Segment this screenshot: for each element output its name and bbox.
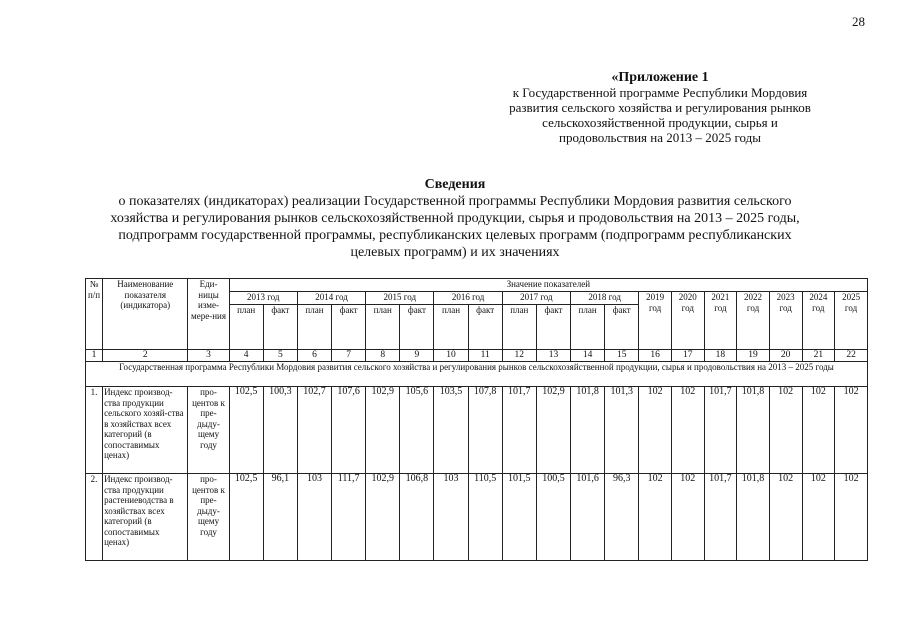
indicator-value: 102,5 xyxy=(229,387,263,474)
header-values: Значение показателей xyxy=(229,279,867,292)
indicator-value: 102,5 xyxy=(229,474,263,561)
indicator-value: 107,6 xyxy=(332,387,366,474)
title-line: подпрограмм государственной программы, республиканских целевых программ (подпрограмм республиканских xyxy=(118,228,792,243)
indicator-value: 100,5 xyxy=(536,474,570,561)
header-unit: Еди-ницы изме-мере-ния xyxy=(188,279,229,350)
indicator-value: 102 xyxy=(835,474,868,561)
indicator-value: 102 xyxy=(802,474,835,561)
indicator-value: 101,8 xyxy=(737,474,770,561)
column-index: 2 xyxy=(103,350,188,362)
table-row xyxy=(86,387,868,474)
column-index: 16 xyxy=(639,350,672,362)
indicator-value: 107,8 xyxy=(468,387,502,474)
header-plan: план xyxy=(366,305,400,350)
column-index: 3 xyxy=(188,350,229,362)
column-index: 13 xyxy=(536,350,570,362)
indicator-value: 102,7 xyxy=(297,387,331,474)
appendix-heading: «Приложение 1 xyxy=(611,70,709,85)
table-row xyxy=(86,474,868,561)
indicator-value: 102 xyxy=(769,474,802,561)
table-row xyxy=(86,350,868,362)
indicator-value: 103 xyxy=(297,474,331,561)
header-year: 2016 год xyxy=(434,292,502,305)
column-index: 8 xyxy=(366,350,400,362)
indicator-value: 105,6 xyxy=(400,387,434,474)
indicator-value: 102 xyxy=(769,387,802,474)
column-index: 14 xyxy=(571,350,605,362)
header-fact: факт xyxy=(468,305,502,350)
indicator-value: 102 xyxy=(671,387,704,474)
header-year: 2022 год xyxy=(737,292,770,350)
column-index: 5 xyxy=(263,350,297,362)
indicator-value: 101,7 xyxy=(502,387,536,474)
header-year: 2023 год xyxy=(769,292,802,350)
indicator-value: 103 xyxy=(434,474,468,561)
appendix-line: развития сельского хозяйства и регулирования рынков xyxy=(509,100,811,115)
column-index: 15 xyxy=(605,350,639,362)
column-index: 6 xyxy=(297,350,331,362)
header-plan: план xyxy=(571,305,605,350)
indicator-value: 101,7 xyxy=(704,387,737,474)
indicator-value: 102,9 xyxy=(366,387,400,474)
header-plan: план xyxy=(434,305,468,350)
indicator-value: 110,5 xyxy=(468,474,502,561)
indicator-unit: про-центов к пре-дыду-щему году xyxy=(188,387,229,474)
indicator-value: 102 xyxy=(835,387,868,474)
header-year: 2013 год xyxy=(229,292,297,305)
table-row xyxy=(86,279,868,292)
header-fact: факт xyxy=(400,305,434,350)
appendix-line: продовольствия на 2013 – 2025 годы xyxy=(559,130,761,145)
indicator-value: 102 xyxy=(671,474,704,561)
column-index: 10 xyxy=(434,350,468,362)
indicator-value: 96,3 xyxy=(605,474,639,561)
column-index: 20 xyxy=(769,350,802,362)
header-plan: план xyxy=(297,305,331,350)
indicator-value: 102 xyxy=(639,474,672,561)
page-number: 28 xyxy=(852,14,865,29)
row-number: 2. xyxy=(86,474,103,561)
indicator-value: 101,5 xyxy=(502,474,536,561)
header-fact: факт xyxy=(536,305,570,350)
indicator-value: 101,7 xyxy=(704,474,737,561)
indicator-value: 102,9 xyxy=(536,387,570,474)
column-index: 21 xyxy=(802,350,835,362)
indicator-unit: про-центов к пре-дыду-щему году xyxy=(188,474,229,561)
header-year: 2019 год xyxy=(639,292,672,350)
indicator-name: Индекс производ-ства продукции сельского хозяй-ства в хозяйствах всех категорий (в сопоставимых ценах) xyxy=(103,387,188,474)
indicator-value: 100,3 xyxy=(263,387,297,474)
document-title xyxy=(60,176,850,261)
indicator-value: 103,5 xyxy=(434,387,468,474)
header-fact: факт xyxy=(263,305,297,350)
header-year: 2014 год xyxy=(297,292,365,305)
column-index: 17 xyxy=(671,350,704,362)
header-plan: план xyxy=(502,305,536,350)
table-row xyxy=(86,362,868,387)
header-year: 2021 год xyxy=(704,292,737,350)
indicator-value: 101,8 xyxy=(737,387,770,474)
column-index: 1 xyxy=(86,350,103,362)
column-index: 18 xyxy=(704,350,737,362)
header-number: № п/п xyxy=(86,279,103,350)
header-year: 2017 год xyxy=(502,292,570,305)
indicators-table xyxy=(85,278,868,561)
row-number: 1. xyxy=(86,387,103,474)
column-index: 4 xyxy=(229,350,263,362)
header-indicator-name: Наименование показателя (индикатора) xyxy=(103,279,188,350)
appendix-line: сельскохозяйственной продукции, сырья и xyxy=(542,115,778,130)
header-year: 2015 год xyxy=(366,292,434,305)
column-index: 22 xyxy=(835,350,868,362)
title-line: хозяйства и регулирования рынков сельскохозяйственной продукции, сырья и продовольствия на 2013 – 2025 годы, xyxy=(110,211,800,226)
indicator-value: 102 xyxy=(802,387,835,474)
indicator-value: 102 xyxy=(639,387,672,474)
header-year: 2018 год xyxy=(571,292,639,305)
appendix-line: к Государственной программе Республики Мордовия xyxy=(512,85,808,100)
column-index: 11 xyxy=(468,350,502,362)
indicator-value: 101,6 xyxy=(571,474,605,561)
header-fact: факт xyxy=(605,305,639,350)
indicator-value: 102,9 xyxy=(366,474,400,561)
indicator-value: 101,8 xyxy=(571,387,605,474)
title-line: целевых программ) и их значениях xyxy=(350,245,560,260)
indicator-value: 101,3 xyxy=(605,387,639,474)
column-index: 7 xyxy=(332,350,366,362)
indicator-value: 111,7 xyxy=(332,474,366,561)
column-index: 9 xyxy=(400,350,434,362)
title-line: о показателях (индикаторах) реализации Государственной программы Республики Мордовия развития сельского xyxy=(118,194,792,209)
header-year: 2024 год xyxy=(802,292,835,350)
header-fact: факт xyxy=(332,305,366,350)
column-index: 12 xyxy=(502,350,536,362)
header-year: 2020 год xyxy=(671,292,704,350)
indicator-value: 96,1 xyxy=(263,474,297,561)
header-plan: план xyxy=(229,305,263,350)
appendix-block xyxy=(460,70,860,145)
column-index: 19 xyxy=(737,350,770,362)
section-title: Государственная программа Республики Мордовия развития сельского хозяйства и регулирования рынков сельскохозяйственной продукции, сырья и продовольствия на 2013 – 2025 годы xyxy=(86,362,868,387)
indicator-value: 106,8 xyxy=(400,474,434,561)
indicator-name: Индекс производ-ства продукции растениеводства в хозяйствах всех категорий (в сопоставимых ценах) xyxy=(103,474,188,561)
title-heading: Сведения xyxy=(424,177,486,192)
header-year: 2025 год xyxy=(835,292,868,350)
